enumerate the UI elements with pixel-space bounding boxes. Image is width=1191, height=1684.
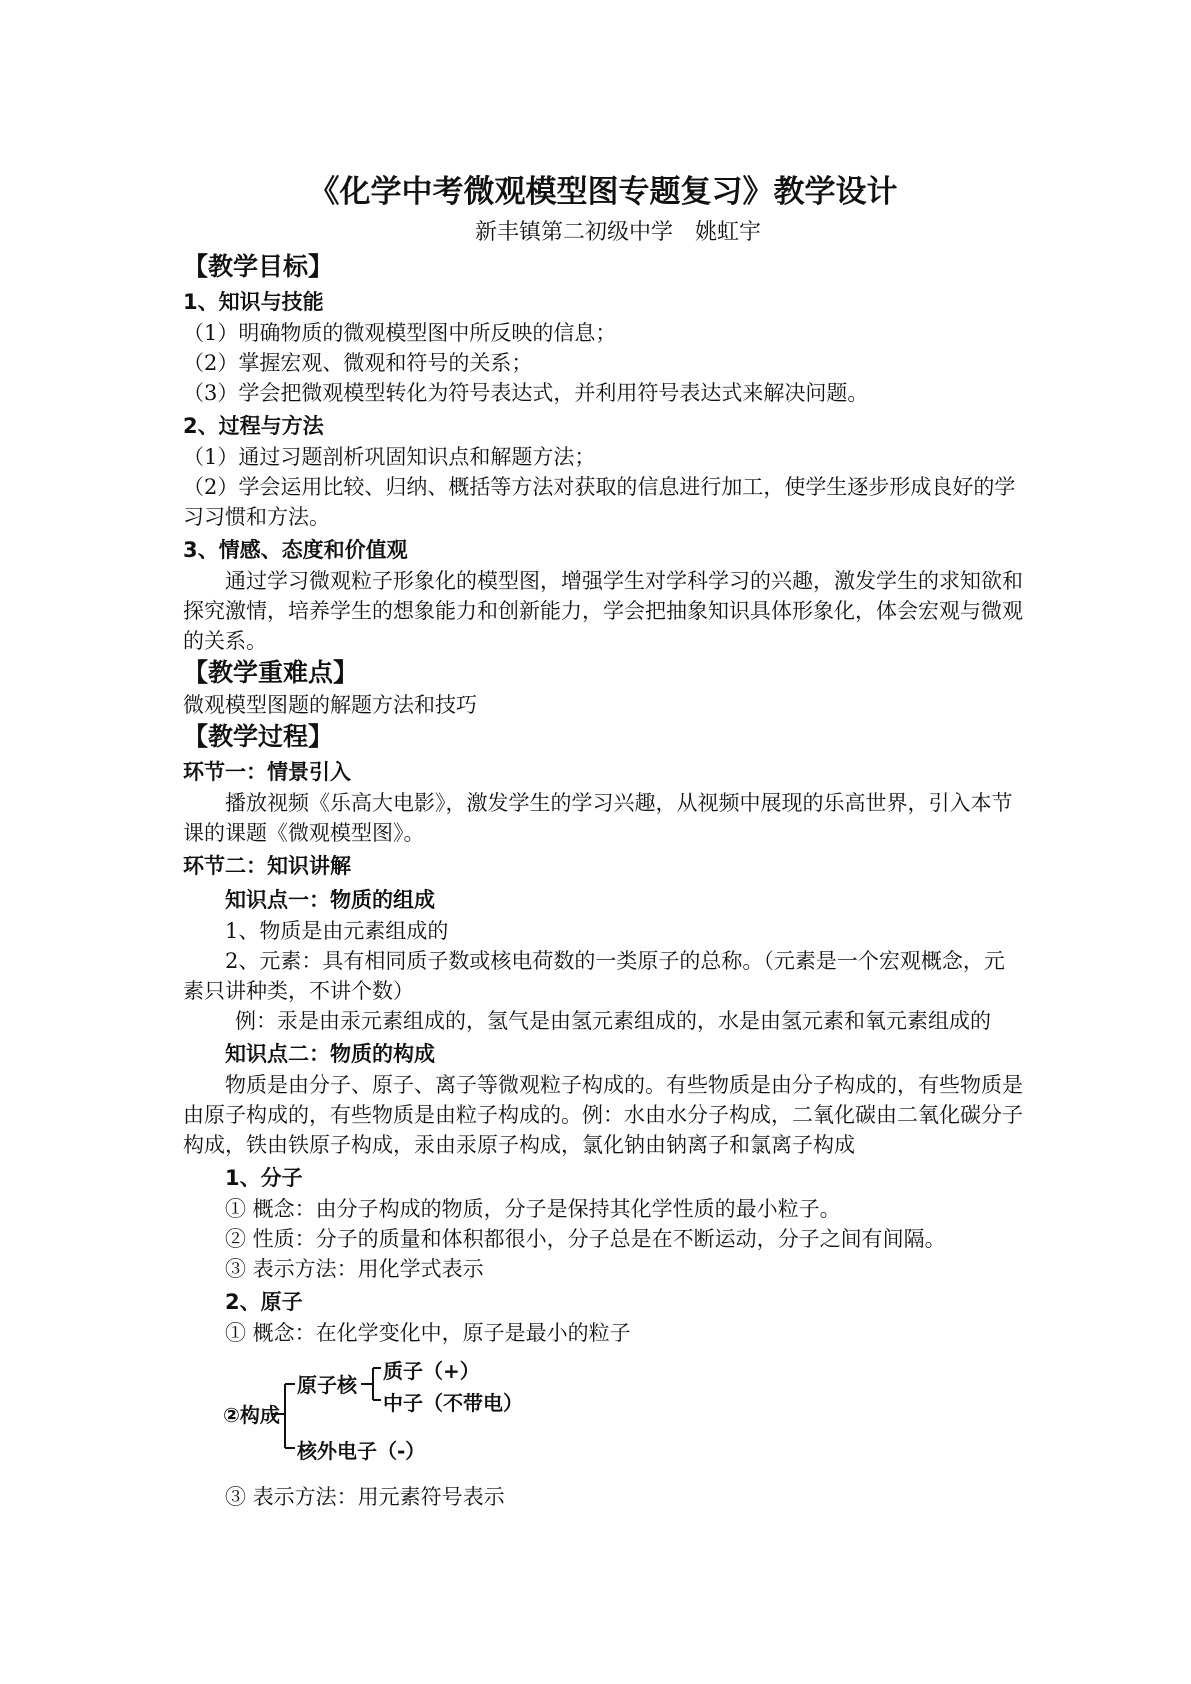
document-title: 《化学中考微观模型图专题复习》教学设计	[308, 174, 898, 210]
nucleus-label: 原子核	[297, 1373, 357, 1397]
proton-label: 质子（+）	[383, 1359, 480, 1383]
paragraph: 例：汞是由汞元素组成的，氢气是由氢元素组成的，水是由氢元素和氧元素组成的	[235, 1009, 991, 1033]
paragraph: （3）学会把微观模型转化为符号表达式，并利用符号表达式来解决问题。	[183, 381, 869, 405]
paragraph: ① 概念：在化学变化中，原子是最小的粒子	[225, 1321, 631, 1345]
section-teaching-process: 【教学过程】	[183, 722, 334, 751]
knowledge-point-one: 知识点一：物质的组成	[225, 888, 435, 912]
paragraph: 播放视频《乐高大电影》，激发学生的学习兴趣，从视频中展现的乐高世界，引入本节课的课题《微观模型图》。	[183, 791, 1013, 845]
section-teaching-goals: 【教学目标】	[183, 252, 334, 281]
document-content	[183, 170, 1023, 1512]
paragraph: 物质是由分子、原子、离子等微观粒子构成的。有些物质是由分子构成的，有些物质是由原子构成的，有些物质是由粒子构成的。例：水由水分子构成，二氧化碳由二氧化碳分子构成，铁由铁原子构成，汞由汞原子构成，氯化钠由钠离子和氯离子构成	[183, 1073, 1023, 1157]
atom-structure-diagram	[183, 1356, 1023, 1476]
knowledge-point-two: 知识点二：物质的构成	[225, 1042, 435, 1066]
paragraph: （2）掌握宏观、微观和符号的关系；	[183, 351, 533, 375]
paragraph: （1）明确物质的微观模型图中所反映的信息；	[183, 321, 617, 345]
stage-one-heading: 环节一：情景引入	[183, 760, 351, 784]
subsection-knowledge-skills: 1、知识与技能	[183, 290, 324, 314]
paragraph: 2、元素：具有相同质子数或核电荷数的一类原子的总称。（元素是一个宏观概念，元素只讲种类，不讲个数）	[183, 949, 1005, 1003]
paragraph: （2）学会运用比较、归纳、概括等方法对获取的信息进行加工，使学生逐步形成良好的学习习惯和方法。	[183, 475, 1016, 529]
paragraph: 1、物质是由元素组成的	[225, 919, 449, 943]
paragraph: ③ 表示方法：用化学式表示	[225, 1257, 484, 1281]
subsection-emotion-values: 3、情感、态度和价值观	[183, 538, 408, 562]
molecule-heading: 1、分子	[225, 1166, 303, 1190]
atom-composition-label: ②构成	[223, 1403, 280, 1427]
paragraph: 通过学习微观粒子形象化的模型图，增强学生对学科学习的兴趣，激发学生的求知欲和探究激情，培养学生的想象能力和创新能力，学会把抽象知识具体形象化，体会宏观与微观的关系。	[183, 569, 1023, 653]
author-line: 新丰镇第二初级中学 姚虹宇	[474, 220, 761, 245]
paragraph: （1）通过习题剖析巩固知识点和解题方法；	[183, 445, 596, 469]
paragraph: 微观模型图题的解题方法和技巧	[183, 693, 477, 717]
paragraph: ② 性质：分子的质量和体积都很小，分子总是在不断运动，分子之间有间隔。	[225, 1227, 946, 1251]
stage-two-heading: 环节二：知识讲解	[183, 854, 351, 878]
neutron-label: 中子（不带电）	[383, 1391, 523, 1415]
atom-heading: 2、原子	[225, 1290, 303, 1314]
subsection-process-method: 2、过程与方法	[183, 414, 324, 438]
paragraph: ③ 表示方法：用元素符号表示	[225, 1485, 505, 1509]
paragraph: ① 概念：由分子构成的物质，分子是保持其化学性质的最小粒子。	[225, 1197, 841, 1221]
electron-label: 核外电子（-）	[297, 1439, 426, 1463]
section-key-difficulties: 【教学重难点】	[183, 658, 359, 687]
